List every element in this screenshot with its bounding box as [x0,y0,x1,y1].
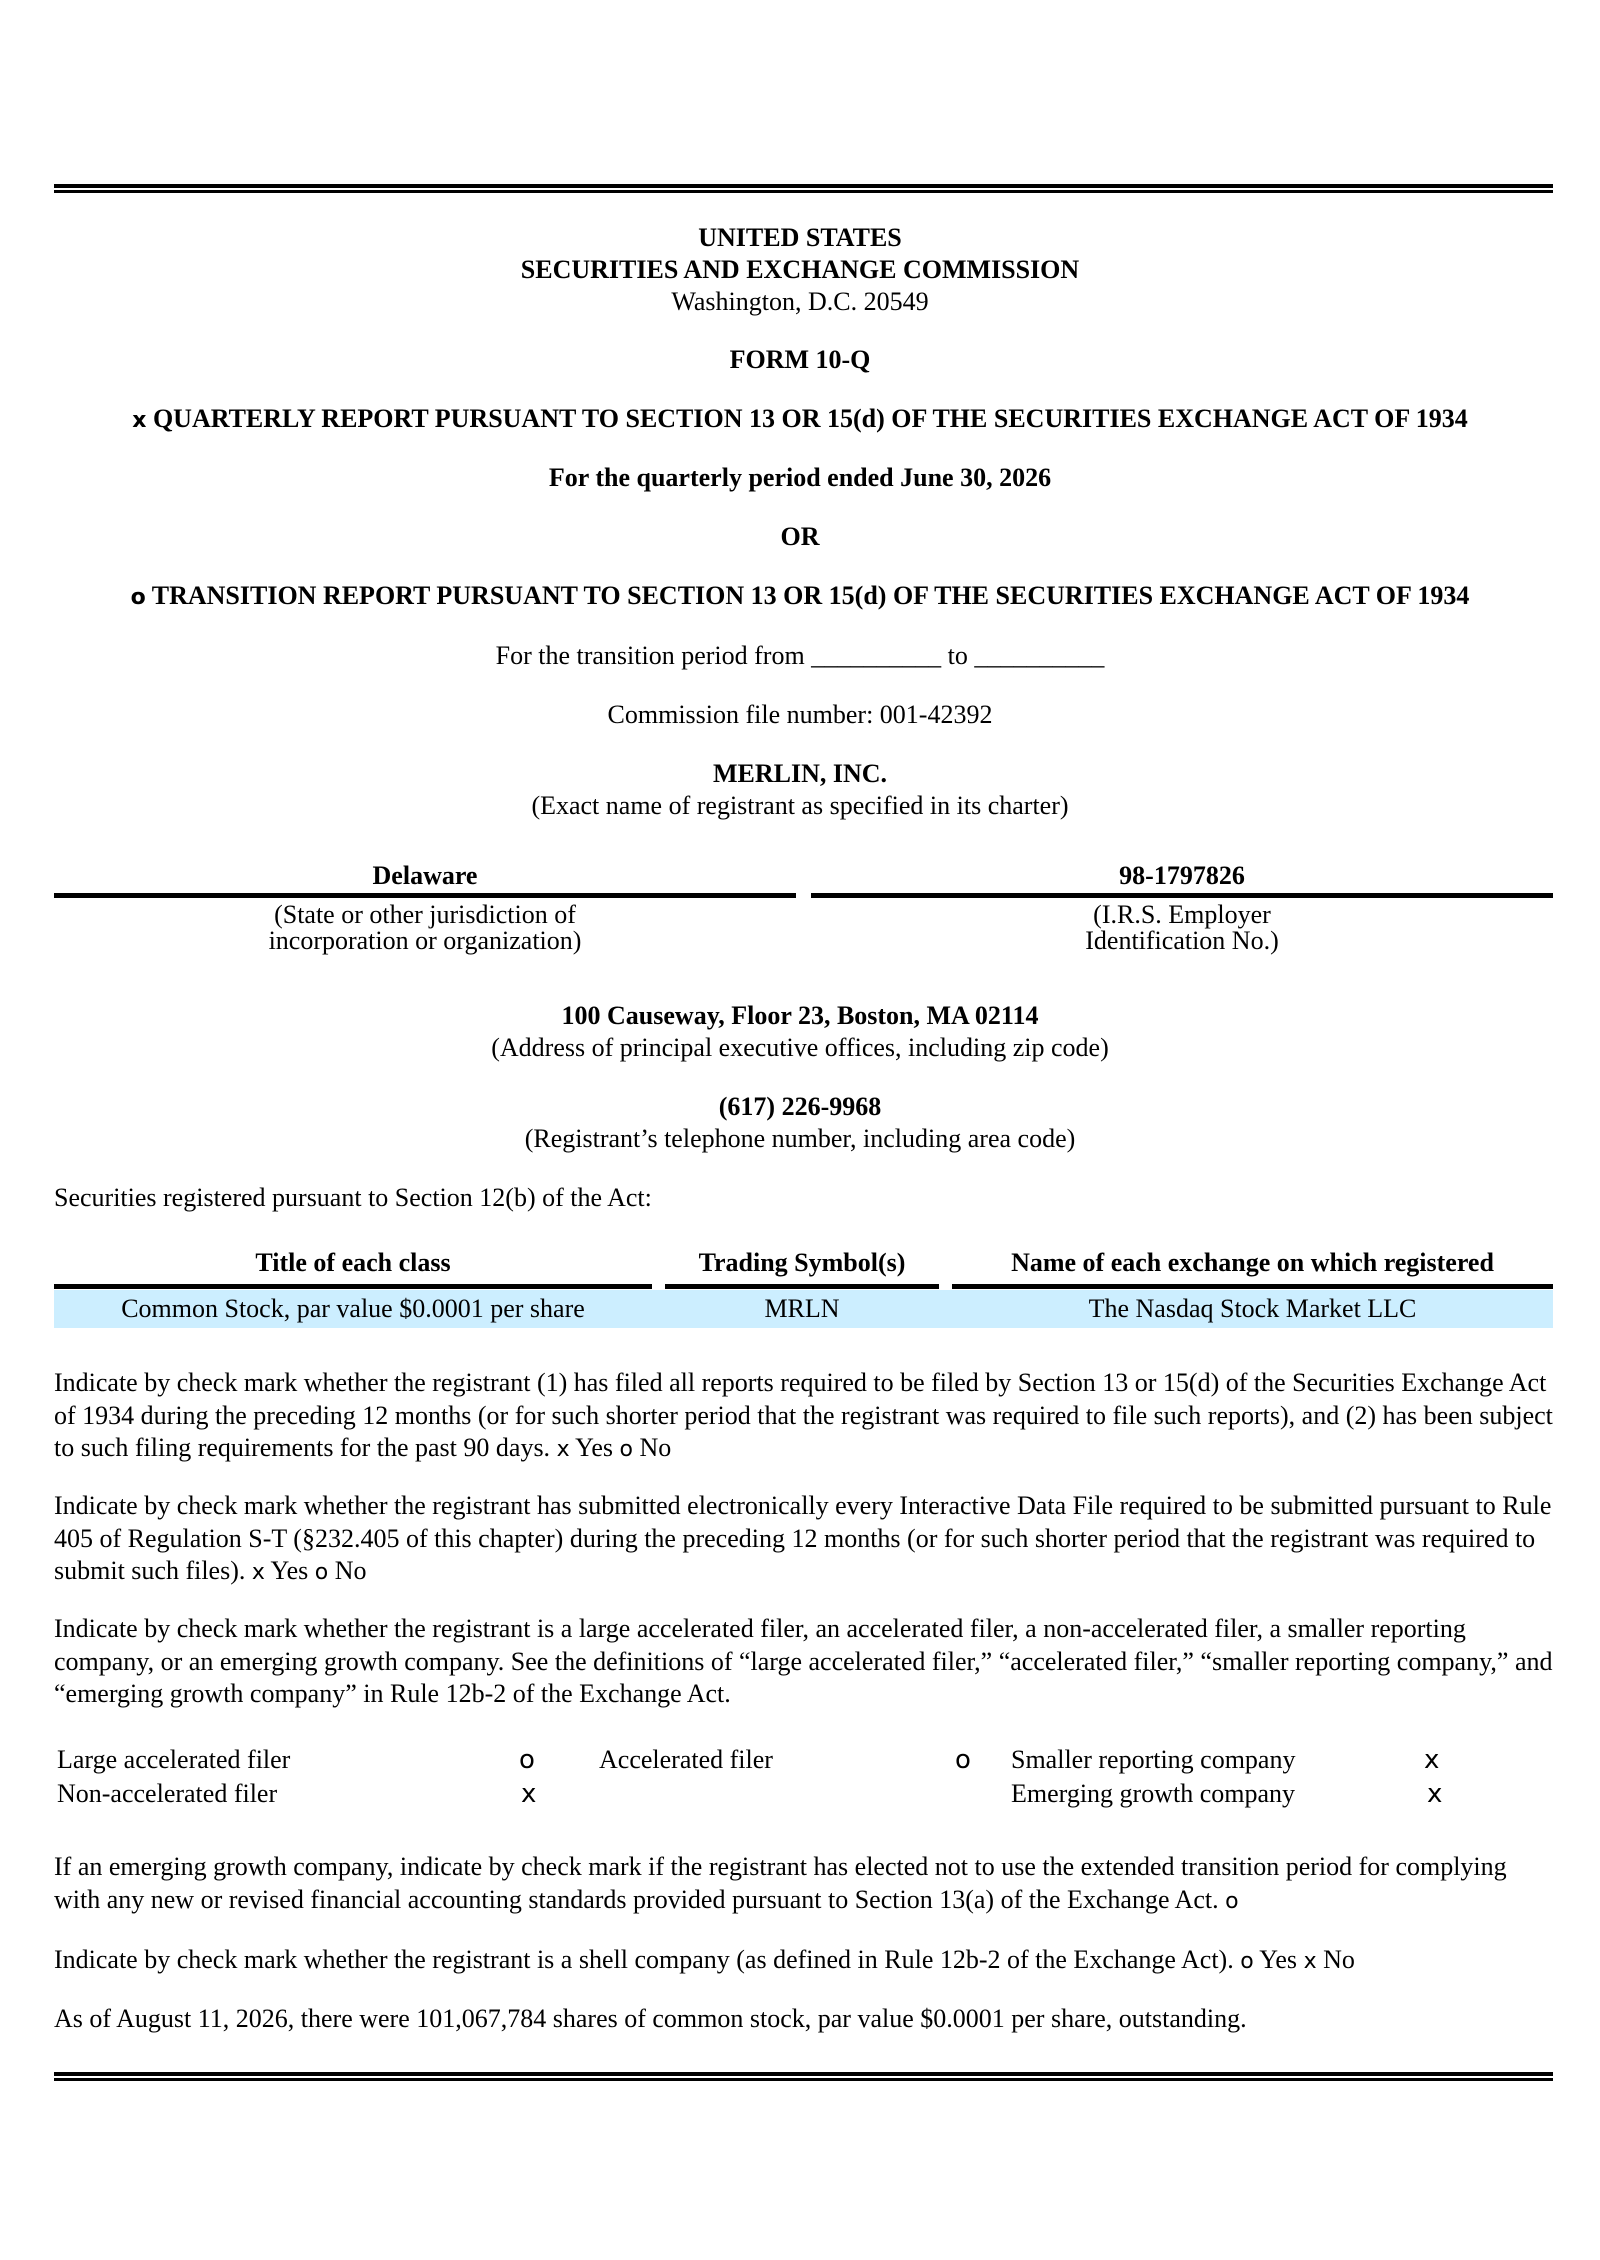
quarterly-checkmark: x [132,408,147,433]
transition-period: For the transition period from __________ to __________ [495,641,1105,670]
table-cell-class: Common Stock, par value $0.0001 per share [121,1294,585,1323]
agency-location: Washington, D.C. 20549 [671,287,929,316]
large-accelerated-filer-checkmark: o [519,1745,535,1775]
shell-company-text: Indicate by check mark whether the registrant is a shell company (as defined in Rule 12b-2 of the Exchange Act). [54,1945,1234,1974]
non-accelerated-filer-label: Non-accelerated filer [57,1779,278,1808]
table-header-rule-3 [952,1284,1553,1289]
shell-no-label: No [1323,1945,1355,1974]
accelerated-filer-checkmark: o [955,1745,971,1775]
periodic-yes-label: Yes [575,1433,613,1462]
periodic-reports-text: Indicate by check mark whether the registrant (1) has filed all reports required to be filed by Section 13 or 15(d) of the Securities Exchange Act of 1934 during the preceding 12 months (or for such shorter period that the registrant was required to file such reports), and (2) has been subject to such filing requirements for the past 90 days. [54,1368,1553,1462]
interactive-no-checkmark: o [314,1560,329,1585]
large-accelerated-filer-label: Large accelerated filer [57,1745,291,1774]
periodic-no-label: No [639,1433,672,1462]
interactive-data-text: Indicate by check mark whether the registrant has submitted electronically every Interactive Data File required to be submitted pursuant to Rule 405 of Regulation S-T (§232.405 of this chapter) during the preceding 12 months (or for such shorter period that the registrant was required to submit such files). [54,1491,1552,1585]
non-accelerated-filer-checkmark: x [521,1779,537,1809]
shell-yes-label: Yes [1259,1945,1298,1974]
transition-report-text: TRANSITION REPORT PURSUANT TO SECTION 13 OR 15(d) OF THE SECURITIES EXCHANGE ACT OF 1934 [151,581,1470,610]
emerging-growth-company-checkmark: x [1427,1779,1443,1809]
ein-caption-1: (I.R.S. Employer [1093,900,1271,929]
registrant-name: MERLIN, INC. [712,759,888,788]
emerging-growth-company-label: Emerging growth company [1011,1779,1296,1808]
quarterly-report-line [0,403,1600,437]
smaller-reporting-company-checkmark: x [1424,1745,1440,1775]
securities-intro: Securities registered pursuant to Section 12(b) of the Act: [54,1183,652,1212]
table-header-rule-2 [665,1284,939,1289]
transition-checkmark: o [130,585,146,610]
phone-caption: (Registrant’s telephone number, including area code) [524,1124,1076,1153]
shell-no-checkmark: x [1303,1949,1317,1974]
shell-company-paragraph [54,1944,1559,1979]
table-cell-exchange: The Nasdaq Stock Market LLC [1088,1294,1417,1323]
interactive-yes-checkmark: x [251,1560,265,1585]
agency-line-1: UNITED STATES [698,223,902,252]
form-title: FORM 10-Q [729,345,871,374]
accelerated-filer-label: Accelerated filer [599,1745,773,1774]
shell-yes-checkmark: o [1240,1949,1254,1974]
table-header-rule-1 [54,1284,652,1289]
ein-rule [811,893,1553,898]
state-caption-2: incorporation or organization) [268,926,582,955]
ein-number: 98-1797826 [1119,861,1245,890]
registrant-phone: (617) 226-9968 [718,1092,882,1121]
shares-outstanding-paragraph: As of August 11, 2026, there were 101,067,784 shares of common stock, par value $0.0001 per share, outstanding. [54,2004,1247,2033]
or-separator: OR [780,522,820,551]
agency-line-2: SECURITIES AND EXCHANGE COMMISSION [520,255,1080,284]
filer-definitions-paragraph: Indicate by check mark whether the registrant is a large accelerated filer, an accelerated filer, a non-accelerated filer, a smaller reporting company, or an emerging growth company. See the definitions of “large accelerated filer,” “accelerated filer,” “smaller reporting company,” and “emerging growth company” in Rule 12b-2 of the Exchange Act. [54,1614,1553,1708]
quarterly-period: For the quarterly period ended June 30, 2026 [548,463,1052,492]
bottom-double-rule [54,2072,1553,2081]
periodic-no-checkmark: o [619,1437,633,1462]
address-caption: (Address of principal executive offices, including zip code) [491,1033,1109,1062]
interactive-no-label: No [334,1556,367,1585]
interactive-data-paragraph [54,1490,1559,1590]
extended-transition-paragraph [54,1851,1559,1918]
state-of-incorporation: Delaware [372,861,478,890]
interactive-yes-label: Yes [270,1556,309,1585]
table-header-symbol: Trading Symbol(s) [698,1248,906,1277]
transition-report-line [0,580,1600,614]
extended-transition-text: If an emerging growth company, indicate by check mark if the registrant has elected not to use the extended transition period for complying with any new or revised financial accounting standards provided pursuant to Section 13(a) of the Exchange Act. [54,1852,1507,1914]
ein-caption-2: Identification No.) [1085,926,1279,955]
top-double-rule [54,184,1553,193]
table-header-exchange: Name of each exchange on which registered [1011,1248,1494,1277]
registrant-name-caption: (Exact name of registrant as specified in its charter) [531,791,1069,820]
table-cell-symbol: MRLN [764,1294,840,1323]
quarterly-report-text: QUARTERLY REPORT PURSUANT TO SECTION 13 OR 15(d) OF THE SECURITIES EXCHANGE ACT OF 1934 [152,404,1468,433]
periodic-yes-checkmark: x [556,1437,570,1462]
smaller-reporting-company-label: Smaller reporting company [1011,1745,1296,1774]
periodic-reports-paragraph [54,1367,1559,1467]
table-header-title: Title of each class [255,1248,451,1277]
state-caption-1: (State or other jurisdiction of [274,900,576,929]
state-rule [54,893,796,898]
registrant-address: 100 Causeway, Floor 23, Boston, MA 02114 [561,1001,1039,1030]
extended-transition-checkmark: o [1225,1888,1239,1914]
commission-file-number: Commission file number: 001-42392 [607,700,993,729]
